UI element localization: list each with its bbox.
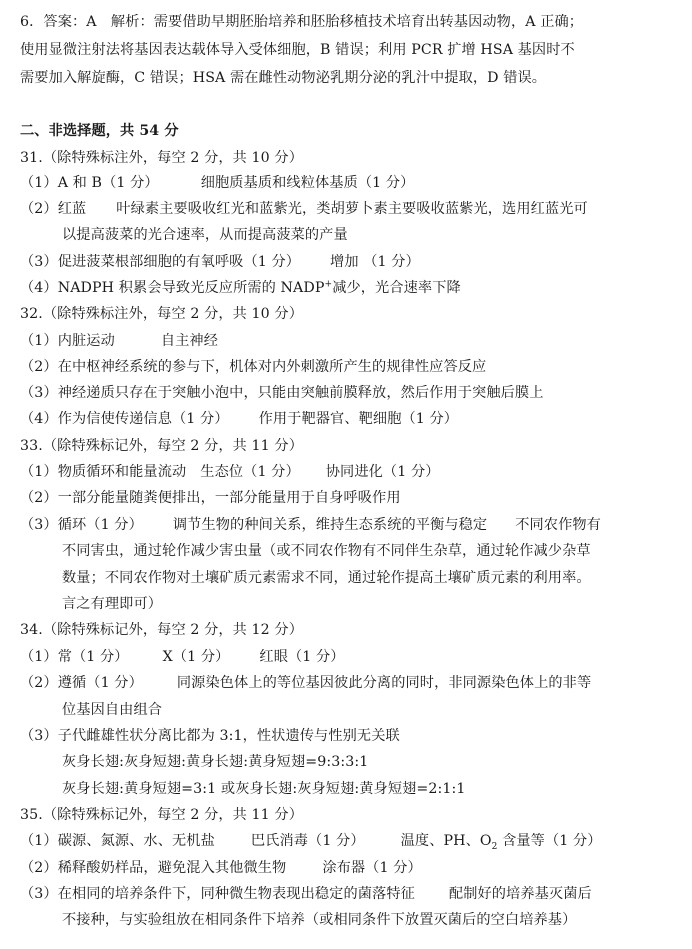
q34-answer-3: （3）子代雌雄性状分离比都为 3:1，性状遗传与性别无关联 [20,728,400,744]
q31-answer-1a: （1）A 和 B（1 分） [20,175,159,191]
q34-answer-3c: 灰身长翅:黄身短翅=3:1 或灰身长翅:灰身短翅:黄身短翅=2:1:1 [62,781,466,797]
q35-answer-1c-pre: 温度、PH、O [400,833,492,849]
q32-answer-4a: （4）作为信使传递信息（1 分） [20,411,229,427]
q33-answer-2: （2）一部分能量随粪便排出，一部分能量用于自身呼吸作用 [20,490,401,506]
q35-answer-3b: 配制好的培养基灭菌后 [448,886,592,902]
q35-answer-3c: 不接种，与实验组放在相同条件下培养（或相同条件下放置灭菌后的空白培养基） [62,912,577,928]
q35-answer-1c-post: 含量等（1 分） [497,833,602,849]
q35-header: 35.（除特殊标记外，每空 2 分，共 11 分） [20,807,303,823]
q34-header: 34.（除特殊标记外，每空 2 分，共 12 分） [20,622,303,638]
q33-answer-3b: 调节生物的种间关系，维持生态系统的平衡与稳定 [172,517,488,533]
q35-answer-1a: （1）碳源、氮源、水、无机盐 [20,833,215,849]
q33-answer-1a: （1）物质循环和能量流动 [20,464,187,480]
q34-answer-2a: （2）遵循（1 分） [20,675,143,691]
q33-answer-3a: （3）循环（1 分） [20,517,143,533]
q33-answer-3d: 不同害虫，通过轮作减少害虫量（或不同农作物有不同伴生杂草，通过轮作减少杂草 [62,543,591,559]
q6-line-3: 需要加入解旋酶，C 错误；HSA 需在雌性动物泌乳期分泌的乳汁中提取，D 错误。 [20,70,547,86]
q6-line-1: 6．答案：A 解析：需要借助早期胚胎培养和胚胎移植技术培育出转基因动物，A 正确； [20,14,584,30]
q34-answer-1b: X（1 分） [162,649,230,665]
q31-answer-2 [20,199,588,219]
q32-answer-4b: 作用于靶器官、靶细胞（1 分） [258,411,459,427]
q34-answer-2 [20,673,591,693]
q34-answer-2c: 位基因自由组合 [62,702,163,718]
q35-answer-2b: 涂布器（1 分） [322,860,422,876]
q31-answer-1b: 细胞质基质和线粒体基质（1 分） [200,175,415,191]
q32-answer-1 [20,331,218,351]
q31-answer-4 [20,278,461,298]
q35-answer-2 [20,858,422,878]
q32-answer-1a: （1）内脏运动 [20,333,115,349]
q32-answer-2: （2）在中枢神经系统的参与下，机体对内外刺激所产生的规律性应答反应 [20,359,487,375]
q31-answer-2b: 叶绿素主要吸收红光和蓝紫光，类胡萝卜素主要吸收蓝紫光，选用红蓝光可 [116,201,588,217]
q31-answer-1 [20,173,414,193]
q33-header: 33.（除特殊标记外，每空 2 分，共 11 分） [20,438,303,454]
q35-answer-3 [20,884,592,904]
q33-answer-3e: 数量；不同农作物对土壤矿质元素需求不同，通过轮作提高土壤矿质元素的利用率。 [62,570,591,586]
q34-answer-3b: 灰身长翅:灰身短翅:黄身长翅:黄身短翅=9:3:3:1 [62,754,369,770]
q35-answer-1b: 巴氏消毒（1 分） [250,833,365,849]
q34-answer-1a: （1）常（1 分） [20,649,129,665]
q6-line-2: 使用显微注射法将基因表达载体导入受体细胞，B 错误；利用 PCR 扩增 HSA 基因时不 [20,42,575,58]
q31-header: 31.（除特殊标注外，每空 2 分，共 10 分） [20,150,303,166]
q35-answer-1c-sub: 2 [491,841,498,852]
q33-answer-3f: 言之有理即可） [62,596,163,612]
q31-answer-4-sup: + [324,279,333,290]
q31-answer-3a: （3）促进菠菜根部细胞的有氧呼吸（1 分） [20,254,301,270]
q33-answer-1c: 协同进化（1 分） [325,464,440,480]
q33-answer-3c: 不同农作物有 [515,517,601,533]
q35-answer-3a: （3）在相同的培养条件下，同种微生物表现出稳定的菌落特征 [20,886,415,902]
q33-answer-3 [20,515,601,535]
q32-answer-4 [20,409,458,429]
q32-header: 32.（除特殊标注外，每空 2 分，共 10 分） [20,306,303,322]
q31-answer-4a: （4）NADPH 积累会导致光反应所需的 NADP [20,280,325,296]
q31-answer-4b: 减少，光合速率下降 [332,280,461,296]
q32-answer-3: （3）神经递质只存在于突触小泡中，只能由突触前膜释放，然后作用于突触后膜上 [20,385,544,401]
q31-answer-2c: 以提高菠菜的光合速率，从而提高菠菜的产量 [62,227,348,243]
q31-answer-2a: （2）红蓝 [20,201,87,217]
section-title: 二、非选择题，共 54 分 [20,123,179,139]
q33-answer-1 [20,462,440,482]
q33-answer-1b: 生态位（1 分） [200,464,300,480]
q35-answer-1 [20,831,602,851]
q35-answer-2a: （2）稀释酸奶样品，避免混入其他微生物 [20,860,287,876]
q31-answer-3b: 增加 （1 分） [330,254,420,270]
q34-answer-2b: 同源染色体上的等位基因彼此分离的同时，非同源染色体上的非等 [176,675,592,691]
q34-answer-1c: 红眼（1 分） [259,649,345,665]
q34-answer-1 [20,647,345,667]
q32-answer-1b: 自主神经 [160,333,219,349]
q31-answer-3 [20,252,420,272]
